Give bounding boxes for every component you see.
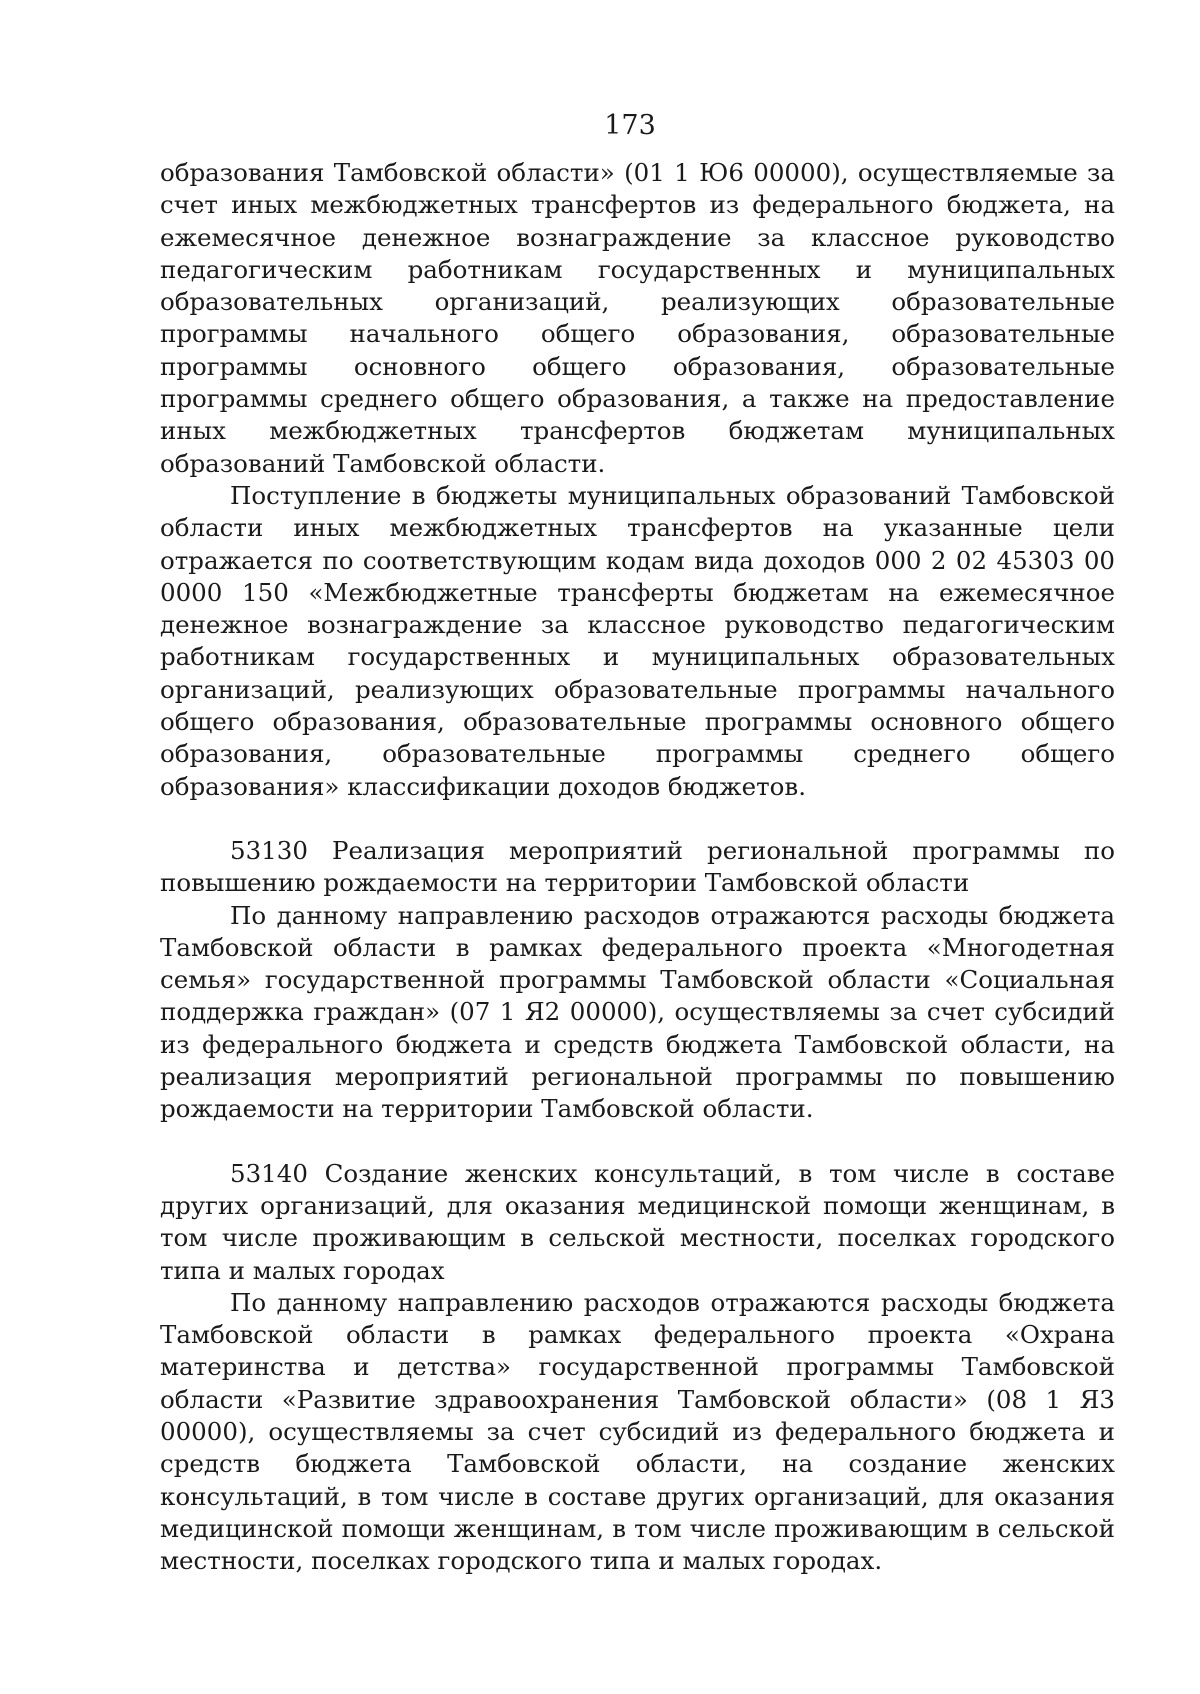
section-heading-53130: 53130 Реализация мероприятий региональной программы по повышению рождаемости на территории Тамбовской области (160, 835, 1115, 898)
paragraph-continuation: образования Тамбовской области» (01 1 Ю6 00000), осуществляемые за счет иных межбюджетных трансфертов из федерального бюджета, на ежемесячное денежное вознаграждение за классное руководство педагогическим работникам государственных и муниципальных образовательных организаций, реализующих образовательные программы начального общего образования, образовательные программы основного общего образования, образовательные программы среднего общего образования, а также на предоставление иных межбюджетных трансфертов бюджетам муниципальных образований Тамбовской области. (160, 158, 1115, 478)
document-body (160, 157, 1115, 1577)
section-heading-53140: 53140 Создание женских консультаций, в том числе в составе других организаций, для оказания медицинской помощи женщинам, в том числе проживающим в сельской местности, поселках городского типа и малых городах (160, 1158, 1115, 1285)
page-number: 173 (604, 110, 656, 141)
paragraph-revenue-codes: Поступление в бюджеты муниципальных образований Тамбовской области иных межбюджетных трансфертов на указанные цели отражается по соответствующим кодам вида доходов 000 2 02 45303 00 0000 150 «Межбюджетные трансферты бюджетам на ежемесячное денежное вознаграждение за классное руководство педагогическим работникам государственных и муниципальных образовательных организаций, реализующих образовательные программы начального общего образования, образовательные программы основного общего образования, образовательные программы среднего общего образования» классификации доходов бюджетов. (160, 480, 1115, 801)
paragraph-53130-description: По данному направлению расходов отражаются расходы бюджета Тамбовской области в рамках федерального проекта «Многодетная семья» государственной программы Тамбовской области «Социальная поддержка граждан» (07 1 Я2 00000), осуществляемы за счет субсидий из федерального бюджета и средств бюджета Тамбовской области, на реализация мероприятий региональной программы по повышению рождаемости на территории Тамбовской области. (160, 900, 1115, 1124)
paragraph-53140-description: По данному направлению расходов отражаются расходы бюджета Тамбовской области в рамках федерального проекта «Охрана материнства и детства» государственной программы Тамбовской области «Развитие здравоохранения Тамбовской области» (08 1 Я3 00000), осуществляемы за счет субсидий из федерального бюджета и средств бюджета Тамбовской области, на создание женских консультаций, в том числе в составе других организаций, для оказания медицинской помощи женщинам, в том числе проживающим в сельской местности, поселках городского типа и малых городах. (160, 1287, 1115, 1576)
